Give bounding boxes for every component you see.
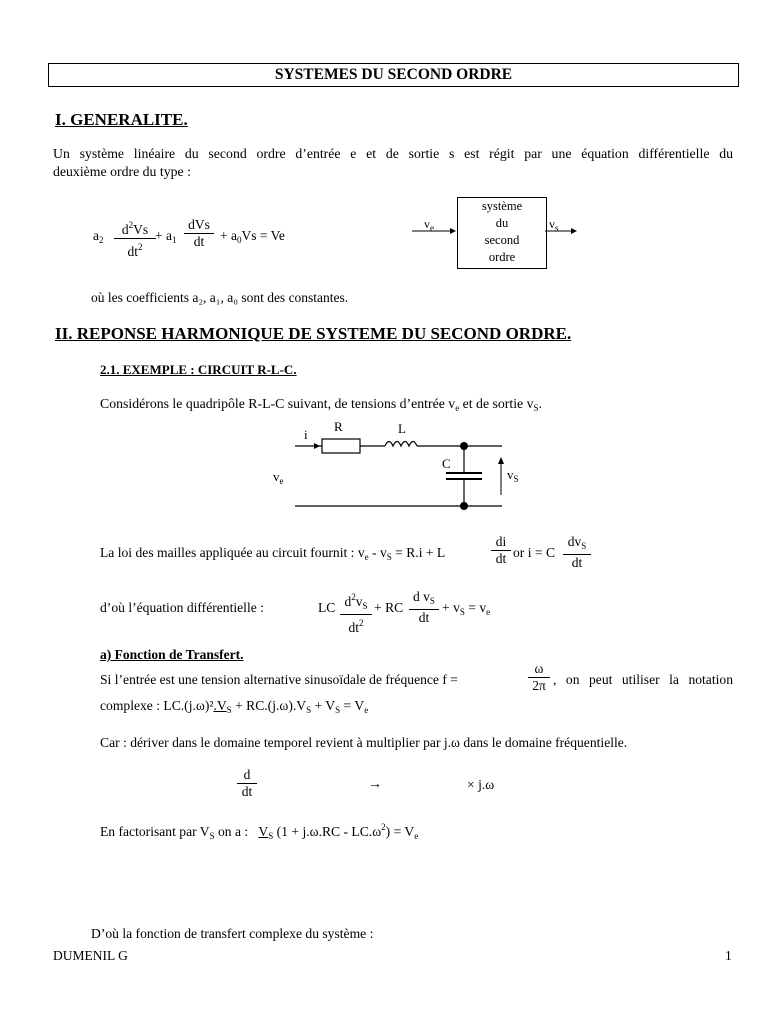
- fraction-di-dt: $\frac{di}{dt}$: [491, 534, 511, 567]
- fraction-dvs-dt-rlc: $\frac{d v_S}{dt}$: [409, 589, 439, 626]
- block-input-label: $v_e$: [424, 217, 434, 233]
- coef-a1: + $a_1$: [155, 228, 177, 245]
- block-output-label: $v_s$: [549, 217, 559, 233]
- coefficients-note: où les coefficients a₂, a₁, a₀ sont des constantes.: [91, 290, 349, 305]
- derivative-note: Car : dériver dans le domaine temporel revient à multiplier par j.ω dans le domaine fréquentielle.: [100, 735, 628, 750]
- transfer-line-2: complexe : $LC.(j.\omega)^2.V_S + RC.(j.\omega).V_S + V_S = V_e$: [100, 698, 369, 715]
- diffeq-rc: + RC: [374, 600, 404, 615]
- diffeq-lc: LC: [318, 600, 336, 615]
- mailles-equation: La loi des mailles appliquée au circuit fournit : $v_e - v_S = R.i + L$: [100, 545, 446, 562]
- transfer-line-1a: Si l’entrée est une tension alternative sinusoïdale de fréquence f =: [100, 672, 458, 687]
- section-1-heading: I. GENERALITE.: [55, 110, 188, 129]
- right-arrow-icon: →: [368, 777, 382, 792]
- inductor-icon: [385, 442, 417, 447]
- ve-label: $v_e$: [273, 469, 284, 486]
- subsection-2-1-heading: 2.1. EXEMPLE : CIRCUIT R-L-C.: [100, 362, 297, 377]
- system-box-line-3: second: [484, 233, 520, 247]
- vs-label: $v_S$: [507, 467, 519, 484]
- transfer-function-heading: a) Fonction de Transfert.: [100, 647, 244, 662]
- circuit-intro: Considérons le quadripôle R-L-C suivant, de tensions d’entrée $v_e$ et de sortie $v_S$.: [100, 396, 542, 413]
- diffeq-tail: + $v_S = v_e$: [442, 600, 491, 617]
- mailles-or: or i = C: [513, 545, 556, 560]
- document-title: SYSTEMES DU SECOND ORDRE: [48, 63, 739, 87]
- fraction-dvs-dt-mailles: $dv_S$ dt: [563, 534, 591, 571]
- page-number: 1: [725, 948, 732, 963]
- transfer-result-text: D’où la fonction de transfert complexe du système :: [91, 926, 374, 941]
- coef-a2: $a_2$: [93, 228, 104, 245]
- intro-line-1: Un système linéaire du second ordre d’entrée e et de sortie s est régit par une équation différentielle du: [53, 146, 733, 161]
- equation-tail: + $a_0Vs = Ve$: [220, 228, 285, 245]
- fraction-omega-2pi: $\frac{\omega}{2\pi}$: [528, 661, 550, 694]
- section-2-heading: II. REPONSE HARMONIQUE DE SYSTEME DU SECOND ORDRE.: [55, 324, 572, 343]
- input-arrow-icon: [410, 226, 460, 236]
- times-jw: × j.ω: [467, 777, 495, 792]
- inductor-label: L: [398, 421, 406, 436]
- factorisation-line: En factorisant par $V_S$ on a : $V_S$ $(1 + j.\omega.RC - LC.\omega^2) = V_e$: [100, 822, 419, 841]
- system-box-line-4: ordre: [488, 250, 516, 264]
- intro-paragraph: [53, 145, 733, 181]
- system-box-line-2: du: [495, 216, 509, 230]
- system-box-line-1: système: [481, 199, 523, 213]
- footer-author: DUMENIL G: [53, 948, 128, 963]
- resistor-icon: [322, 439, 360, 453]
- transfer-line-1b: , on peut utiliser la notation: [553, 672, 733, 687]
- resistor-label: R: [334, 419, 343, 434]
- output-arrow-icon: [545, 226, 581, 236]
- fraction-d-dt: $\frac{d}{dt}$: [237, 767, 257, 800]
- fraction-dvs-dt: dVs dt: [184, 217, 214, 250]
- system-box: [457, 197, 547, 269]
- current-label: i: [304, 427, 308, 442]
- diffeq-label: d’où l’équation différentielle :: [100, 600, 264, 615]
- capacitor-label: C: [442, 456, 451, 471]
- fraction-d2vs-dt2: $\frac{d^2Vs}{dt^2}$: [114, 217, 156, 260]
- fraction-d2vs-dt2-rlc: $\frac{d^2v_S}{dt^2}$: [340, 589, 372, 636]
- intro-line-2: deuxième ordre du type :: [53, 164, 191, 179]
